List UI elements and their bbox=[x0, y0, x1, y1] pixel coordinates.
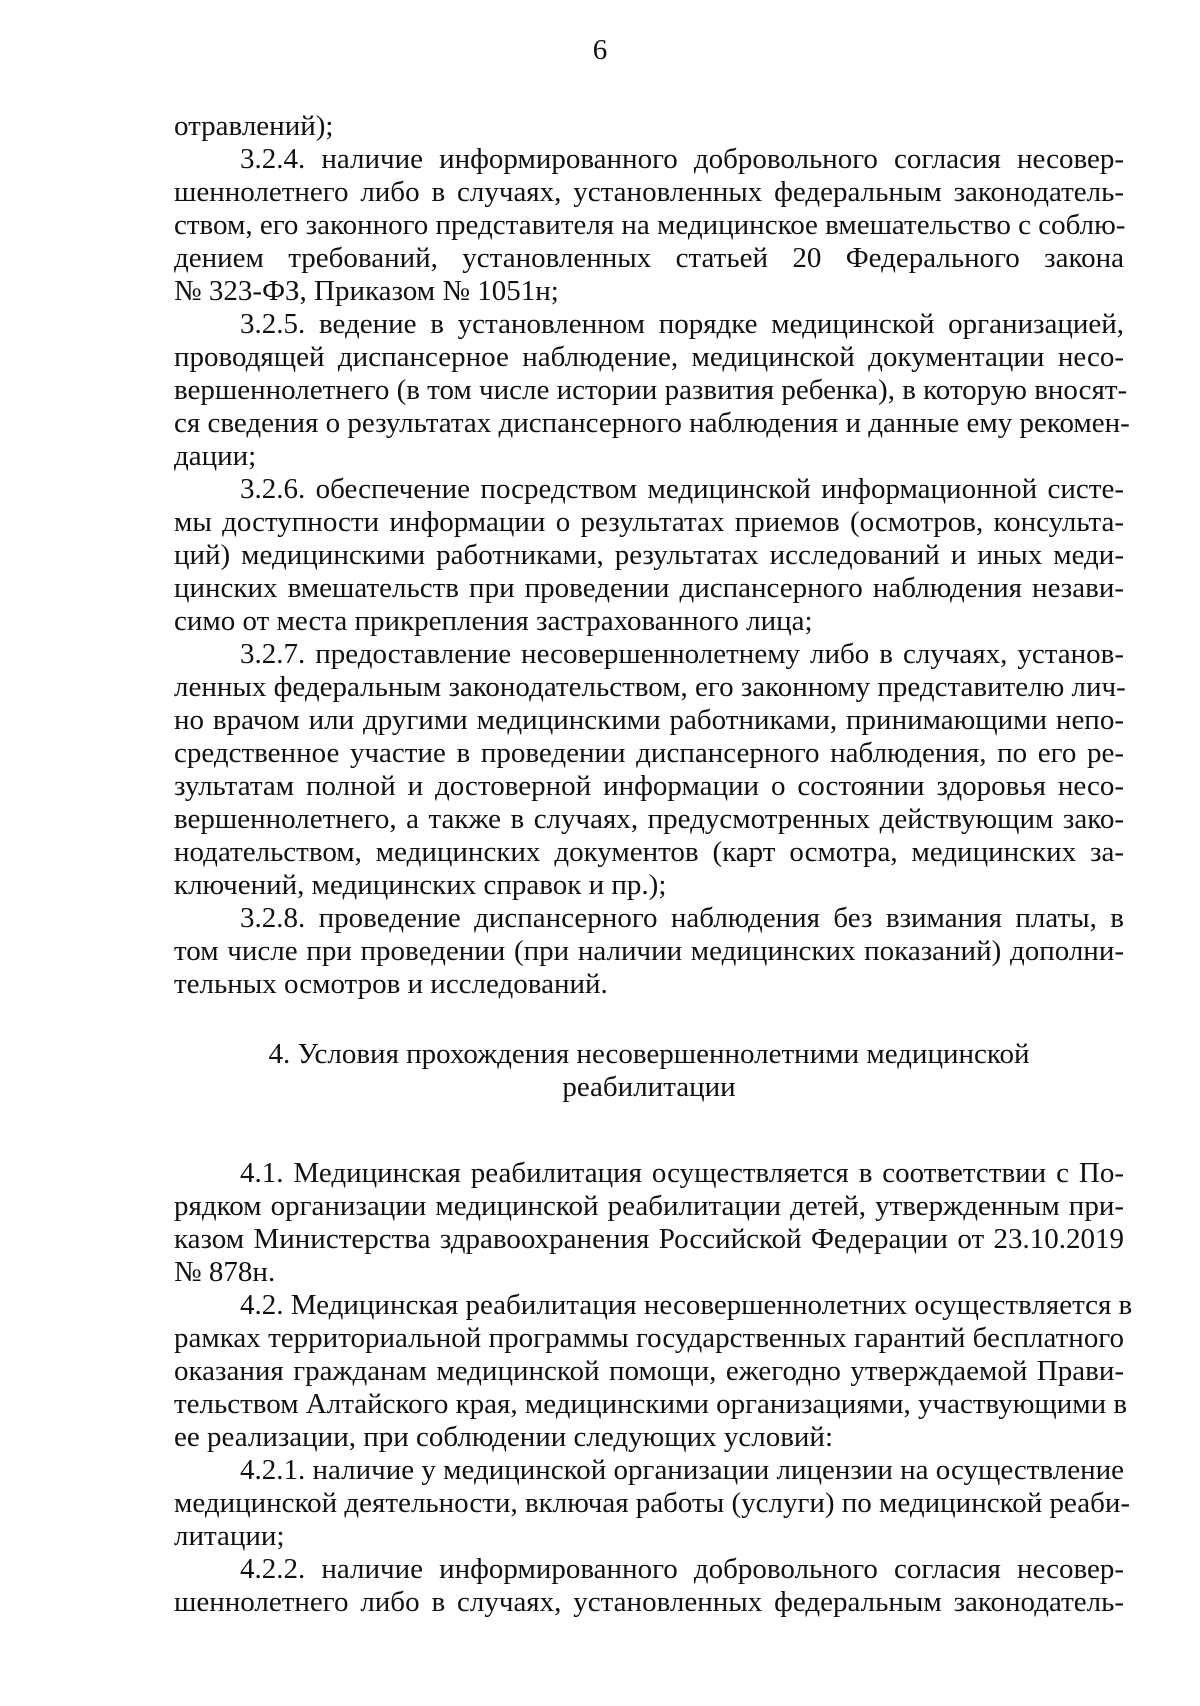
text-line: 4.2.1. наличие у медицинской организации лицензии на осуществление bbox=[240, 1454, 1125, 1486]
text-line: 3.2.8. проведение диспансерного наблюдения без взимания платы, в bbox=[240, 902, 1124, 934]
text-line: ся сведения о результатах диспансерного наблюдения и данные ему рекомен- bbox=[174, 407, 1130, 439]
text-line: медицинской деятельности, включая работы (услуги) по медицинской реаби- bbox=[174, 1487, 1131, 1519]
paragraph-3-2-5 bbox=[174, 308, 1130, 473]
section-heading bbox=[174, 1038, 1124, 1107]
text-line: зультатам полной и достоверной информации о состоянии здоровья несо- bbox=[174, 770, 1124, 802]
paragraph-3-2-7 bbox=[174, 638, 1124, 902]
section-heading-line: 4. Условия прохождения несовершеннолетними медицинской bbox=[268, 1038, 1030, 1070]
text-line: ций) медицинскими работниками, результатах исследований и иных меди- bbox=[174, 539, 1124, 571]
paragraph-4-2-1 bbox=[174, 1454, 1131, 1553]
text-line: том числе при проведении (при наличии медицинских показаний) дополни- bbox=[174, 935, 1124, 967]
paragraph-3-2-6 bbox=[174, 473, 1124, 638]
text-line: рядком организации медицинской реабилитации детей, утвержденным при- bbox=[174, 1190, 1124, 1222]
text-line: вершеннолетнего, а также в случаях, предусмотренных действующим зако- bbox=[174, 803, 1124, 835]
text-line: отравлений); bbox=[174, 110, 334, 142]
paragraph-4-1 bbox=[174, 1157, 1124, 1289]
paragraph-3-2-4 bbox=[174, 143, 1124, 308]
text-line: литации; bbox=[174, 1520, 285, 1552]
text-line: рамках территориальной программы государственных гарантий бесплатного bbox=[174, 1322, 1124, 1354]
text-line: дением требований, установленных статьей 20 Федерального закона bbox=[174, 242, 1124, 274]
paragraph-4-2-2 bbox=[174, 1553, 1124, 1619]
paragraph bbox=[174, 110, 1124, 143]
text-line: оказания гражданам медицинской помощи, ежегодно утверждаемой Прави- bbox=[174, 1355, 1124, 1387]
text-line: но врачом или другими медицинскими работниками, принимающими непо- bbox=[174, 704, 1124, 736]
text-line: 3.2.6. обеспечение посредством медицинской информационной систе- bbox=[240, 473, 1124, 505]
text-line: проводящей диспансерное наблюдение, медицинской документации несо- bbox=[174, 341, 1124, 373]
text-line: вершеннолетнего (в том числе истории развития ребенка), в которую вносят- bbox=[174, 374, 1128, 406]
text-line: цинских вмешательств при проведении диспансерного наблюдения незави- bbox=[174, 572, 1124, 604]
text-line: № 878н. bbox=[174, 1256, 276, 1288]
text-line: средственное участие в проведении диспансерного наблюдения, по его ре- bbox=[174, 737, 1124, 769]
page-number: 6 bbox=[592, 34, 608, 66]
text-line: тельством Алтайского края, медицинскими организациями, участвующими в bbox=[174, 1388, 1128, 1420]
paragraph-3-2-8 bbox=[174, 902, 1124, 1001]
text-line: 3.2.4. наличие информированного добровольного согласия несовер- bbox=[240, 143, 1124, 175]
text-line: 3.2.7. предоставление несовершеннолетнему либо в случаях, установ- bbox=[240, 638, 1124, 670]
text-line: тельных осмотров и исследований. bbox=[174, 968, 608, 1000]
document-body bbox=[174, 110, 1133, 1619]
paragraph-4-2 bbox=[174, 1289, 1133, 1454]
text-line: 4.2.2. наличие информированного добровольного согласия несовер- bbox=[240, 1553, 1124, 1585]
text-line: шеннолетнего либо в случаях, установленных федеральным законодатель- bbox=[174, 1586, 1124, 1618]
text-line: 4.1. Медицинская реабилитация осуществляется в соответствии с По- bbox=[240, 1157, 1124, 1189]
text-line: дации; bbox=[174, 440, 257, 472]
text-line: нодательством, медицинских документов (карт осмотра, медицинских за- bbox=[174, 836, 1124, 868]
text-line: мы доступности информации о результатах приемов (осмотров, консульта- bbox=[174, 506, 1124, 538]
text-line: 3.2.5. ведение в установленном порядке медицинской организацией, bbox=[240, 308, 1124, 340]
text-line: № 323-ФЗ, Приказом № 1051н; bbox=[174, 275, 559, 307]
text-line: шеннолетнего либо в случаях, установленных федеральным законодатель- bbox=[174, 176, 1124, 208]
section-heading-line: реабилитации bbox=[562, 1071, 736, 1103]
text-line: ленных федеральным законодательством, его законному представителю лич- bbox=[174, 671, 1126, 703]
text-line: 4.2. Медицинская реабилитация несовершеннолетних осуществляется в bbox=[240, 1289, 1133, 1321]
text-line: ее реализации, при соблюдении следующих условий: bbox=[174, 1421, 833, 1453]
text-line: симо от места прикрепления застрахованного лица; bbox=[174, 605, 813, 637]
text-line: ством, его законного представителя на медицинское вмешательство с соблю- bbox=[174, 209, 1126, 241]
text-line: ключений, медицинских справок и пр.); bbox=[174, 869, 667, 901]
text-line: казом Министерства здравоохранения Российской Федерации от 23.10.2019 bbox=[174, 1223, 1124, 1255]
